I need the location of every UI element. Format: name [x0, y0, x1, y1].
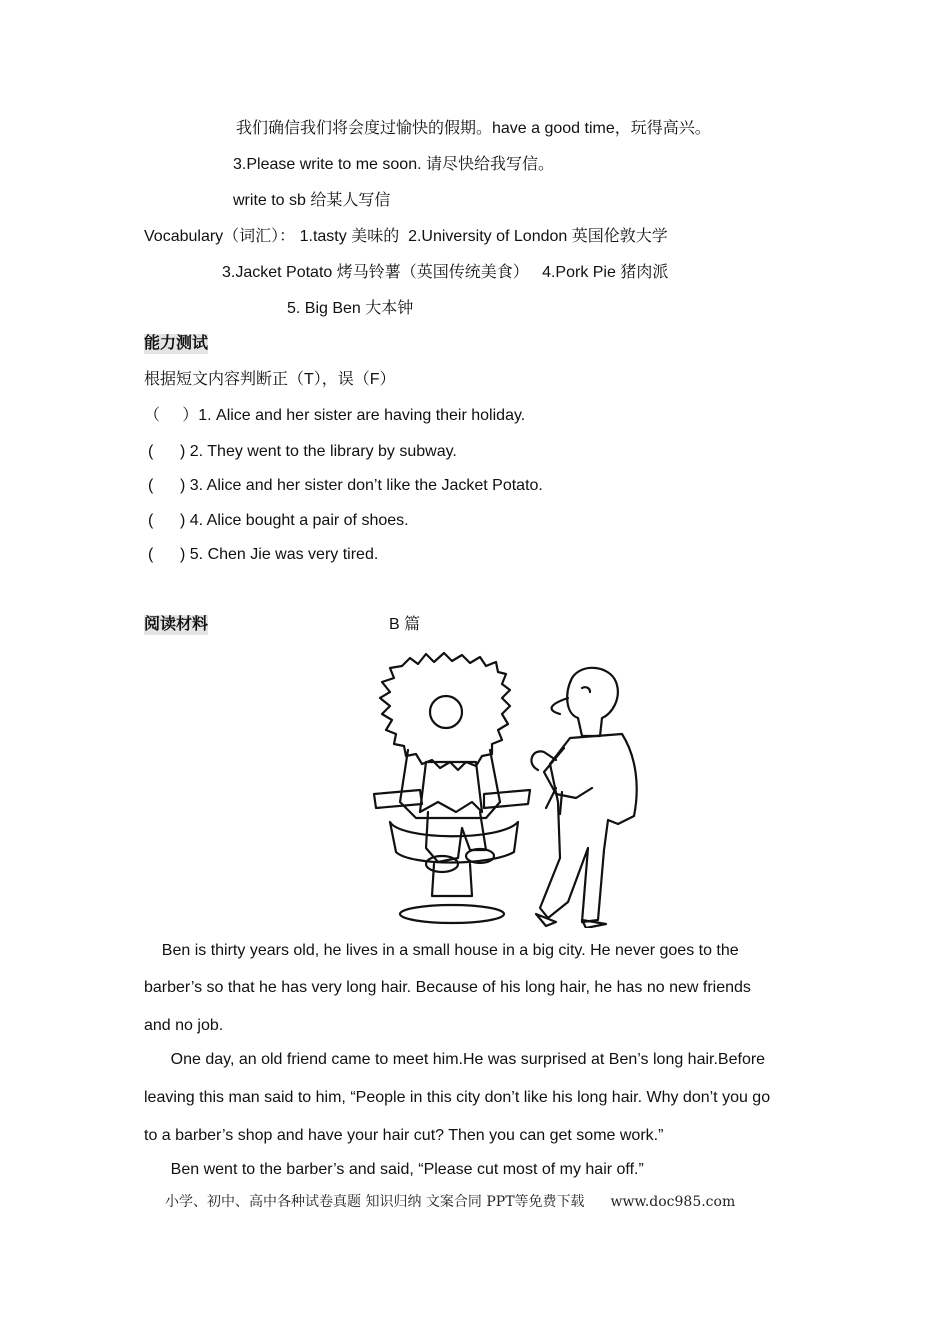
notes-line-1: 我们确信我们将会度过愉快的假期。have a good time，玩得高兴。: [236, 120, 711, 137]
barber-head: [567, 668, 618, 736]
chair-base: [400, 905, 504, 923]
question-item-1: （ ）1. Alice and her sister are having their holiday.: [144, 407, 526, 424]
chair-seat: [390, 822, 518, 863]
barber-shoe-right: [582, 920, 606, 928]
reading-line-7: Ben went to the barber’s and said, “Please cut most of my hair off.”: [144, 1161, 644, 1178]
chair-arm-left: [374, 790, 422, 808]
notes-line-3: write to sb 给某人写信: [233, 192, 391, 209]
reading-line-3: and no job.: [144, 1017, 224, 1034]
reading-line-5: leaving this man said to him, “People in this city don’t like his long hair. Why don’t you go: [144, 1089, 771, 1106]
footer-text: 小学、初中、高中各种试卷真题 知识归纳 文案合同 PPT等免费下载: [165, 1194, 585, 1210]
question-item-5: ( ) 5. Chen Jie was very tired.: [148, 546, 379, 563]
vocabulary-line-2: 3.Jacket Potato 烤马铃薯（英国传统美食） 4.Pork Pie 猪肉派: [222, 264, 669, 281]
vocabulary-line-1: Vocabulary（词汇）： 1.tasty 美味的 2.University of London 英国伦敦大学: [144, 228, 668, 245]
scissors: [546, 788, 562, 814]
face-hole: [430, 696, 462, 728]
shoe-left: [426, 856, 458, 872]
barber-nose: [552, 698, 568, 714]
ability-test-instruction: 根据短文内容判断正（T），误（F）: [144, 371, 396, 388]
question-item-3: ( ) 3. Alice and her sister don’t like the Jacket Potato.: [148, 477, 543, 494]
chair-pedestal: [432, 864, 472, 896]
reading-heading: 阅读材料: [144, 616, 209, 633]
page-footer: [165, 1191, 735, 1211]
footer-link[interactable]: www.doc985.com: [610, 1194, 736, 1210]
reading-line-2: barber’s so that he has very long hair. Because of his long hair, he has no new friends: [144, 979, 751, 996]
question-item-4: ( ) 4. Alice bought a pair of shoes.: [148, 512, 409, 529]
reading-section-label: B 篇: [389, 616, 421, 633]
barber-illustration: [360, 652, 650, 928]
ability-test-heading: 能力测试: [144, 335, 209, 352]
reading-line-6: to a barber’s shop and have your hair cut? Then you can get some work.”: [144, 1127, 664, 1144]
notes-line-2: 3.Please write to me soon. 请尽快给我写信。: [233, 156, 554, 173]
vocabulary-line-3: 5. Big Ben 大本钟: [287, 300, 414, 317]
reading-line-4: One day, an old friend came to meet him.He was surprised at Ben’s long hair.Before: [144, 1051, 766, 1068]
barber-eye: [582, 687, 590, 692]
reading-line-1: Ben is thirty years old, he lives in a small house in a big city. He never goes to the: [144, 942, 739, 959]
chair-arm-right: [484, 790, 530, 808]
cape: [420, 762, 482, 812]
question-item-2: ( ) 2. They went to the library by subway.: [148, 443, 457, 460]
barber-body: [540, 734, 637, 922]
